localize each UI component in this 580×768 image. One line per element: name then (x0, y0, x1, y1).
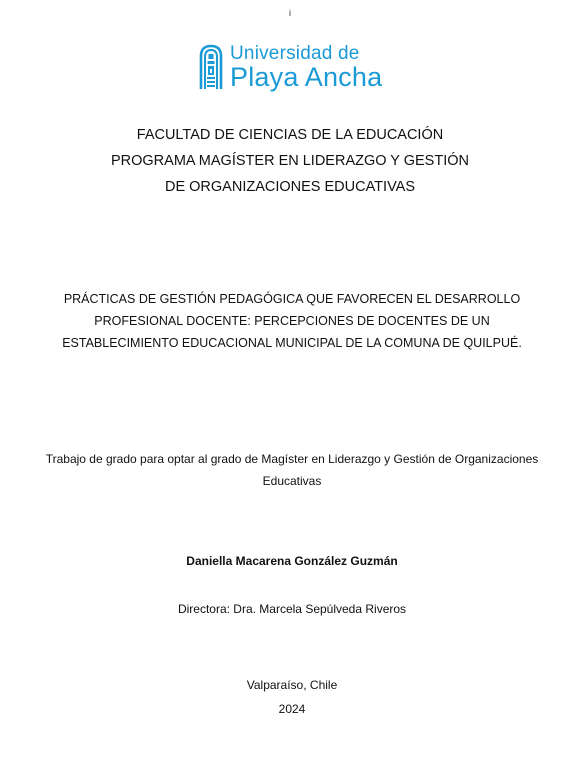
page-number: i (289, 8, 291, 18)
year: 2024 (278, 702, 306, 716)
faculty-line-1: FACULTAD DE CIENCIAS DE LA EDUCACIÓN (136, 127, 444, 143)
faculty-line-3: DE ORGANIZACIONES EDUCATIVAS (164, 179, 416, 195)
thesis-title: PRÁCTICAS DE GESTIÓN PEDAGÓGICA QUE FAVORECEN EL DESARROLLO PROFESIONAL DOCENTE: PERCEPCIONES DE DOCENTES DE UN ESTABLECIMIENTO EDUCACIONAL MUNICIPAL DE LA COMUNA DE QUILPUÉ. (62, 292, 522, 350)
logo-text-line1: Universidad de (230, 42, 360, 64)
faculty-heading (0, 122, 580, 200)
lighthouse-icon (198, 44, 224, 90)
university-logo (198, 42, 388, 92)
author-name: Daniella Macarena González Guzmán (186, 554, 398, 568)
degree-purpose: Trabajo de grado para optar al grado de Magíster en Liderazgo y Gestión de Organizaciones Educativas (45, 452, 539, 488)
logo-text-line2: Playa Ancha (230, 61, 383, 92)
place: Valparaíso, Chile (246, 678, 338, 692)
thesis-director: Directora: Dra. Marcela Sepúlveda Riveros (177, 602, 407, 616)
faculty-line-2: PROGRAMA MAGÍSTER EN LIDERAZGO Y GESTIÓN (110, 153, 469, 169)
